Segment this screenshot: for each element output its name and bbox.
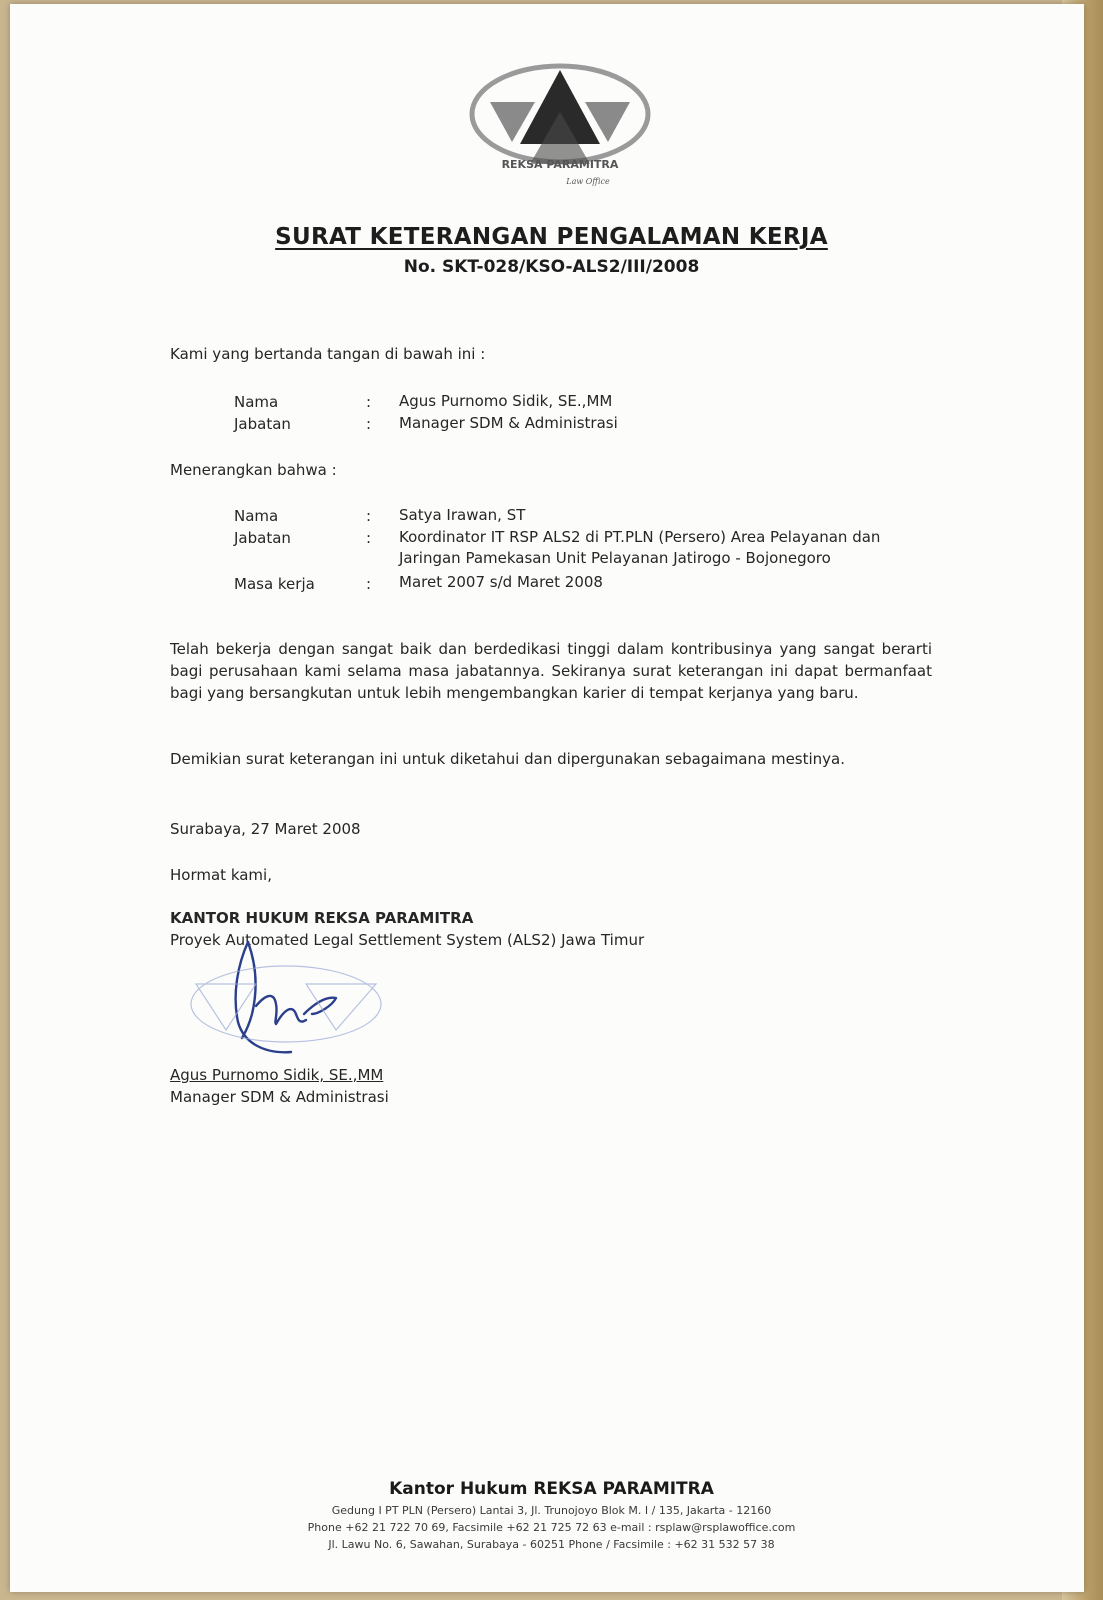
signer-position-label: Jabatan bbox=[234, 415, 291, 433]
letter-title bbox=[0, 224, 1103, 250]
colon: : bbox=[366, 415, 372, 433]
handwritten-signature bbox=[186, 934, 396, 1084]
logo-text: REKSA PARAMITRA bbox=[501, 158, 619, 171]
employee-tenure-value: Maret 2007 s/d Maret 2008 bbox=[399, 573, 603, 591]
body-paragraph: Telah bekerja dengan sangat baik dan berdedikasi tinggi dalam kontribusinya yang sangat berarti bagi perusahaan kami selama masa jabatannya. Sekiranya surat keterangan ini dapat bermanfaat bagi yang bersangkutan untuk lebih mengembangkan karier di tempat kerjanya yang baru. bbox=[170, 640, 932, 702]
place-date: Surabaya, 27 Maret 2008 bbox=[170, 820, 361, 838]
footer-line-2: Phone +62 21 722 70 69, Facsimile +62 21 725 72 63 e-mail : rsplaw@rsplawoffice.com bbox=[307, 1521, 796, 1534]
footer-line-1: Gedung I PT PLN (Persero) Lantai 3, Jl. Trunojoyo Blok M. I / 135, Jakarta - 12160 bbox=[331, 1504, 772, 1517]
intro-text: Kami yang bertanda tangan di bawah ini : bbox=[170, 345, 486, 363]
company-logo bbox=[460, 52, 660, 202]
signer-name-label: Nama bbox=[234, 393, 279, 411]
colon: : bbox=[366, 393, 372, 411]
company-name: KANTOR HUKUM REKSA PARAMITRA bbox=[170, 909, 474, 927]
colon: : bbox=[366, 529, 372, 547]
employee-name-value: Satya Irawan, ST bbox=[399, 506, 526, 524]
employee-name-label: Nama bbox=[234, 507, 279, 525]
signer-name-value: Agus Purnomo Sidik, SE.,MM bbox=[399, 392, 613, 410]
regards: Hormat kami, bbox=[170, 866, 272, 884]
project-name: Proyek Automated Legal Settlement System (ALS2) Jawa Timur bbox=[170, 931, 645, 949]
closing-paragraph: Demikian surat keterangan ini untuk diketahui dan dipergunakan sebagaimana mestinya. bbox=[170, 750, 846, 768]
signatory-name: Agus Purnomo Sidik, SE.,MM bbox=[170, 1066, 384, 1084]
letter-paper bbox=[10, 4, 1084, 1592]
footer-title: Kantor Hukum REKSA PARAMITRA bbox=[389, 1479, 714, 1499]
footer-line-3: Jl. Lawu No. 6, Sawahan, Surabaya - 60251 Phone / Facsimile : +62 31 532 57 38 bbox=[328, 1538, 775, 1551]
signatory-title: Manager SDM & Administrasi bbox=[170, 1088, 389, 1106]
letter-title-text: SURAT KETERANGAN PENGALAMAN KERJA bbox=[275, 224, 828, 250]
signer-position-value: Manager SDM & Administrasi bbox=[399, 414, 618, 432]
employee-position-value-line2: Jaringan Pamekasan Unit Pelayanan Jatirogo - Bojonegoro bbox=[399, 549, 831, 567]
colon: : bbox=[366, 575, 372, 593]
statement-intro: Menerangkan bahwa : bbox=[170, 461, 337, 479]
colon: : bbox=[366, 507, 372, 525]
employee-position-label: Jabatan bbox=[234, 529, 291, 547]
employee-tenure-label: Masa kerja bbox=[234, 575, 315, 593]
logo-subtext: Law Office bbox=[566, 177, 610, 186]
employee-position-value-line1: Koordinator IT RSP ALS2 di PT.PLN (Persero) Area Pelayanan dan bbox=[399, 528, 881, 546]
letter-number: No. SKT-028/KSO-ALS2/III/2008 bbox=[403, 257, 700, 277]
